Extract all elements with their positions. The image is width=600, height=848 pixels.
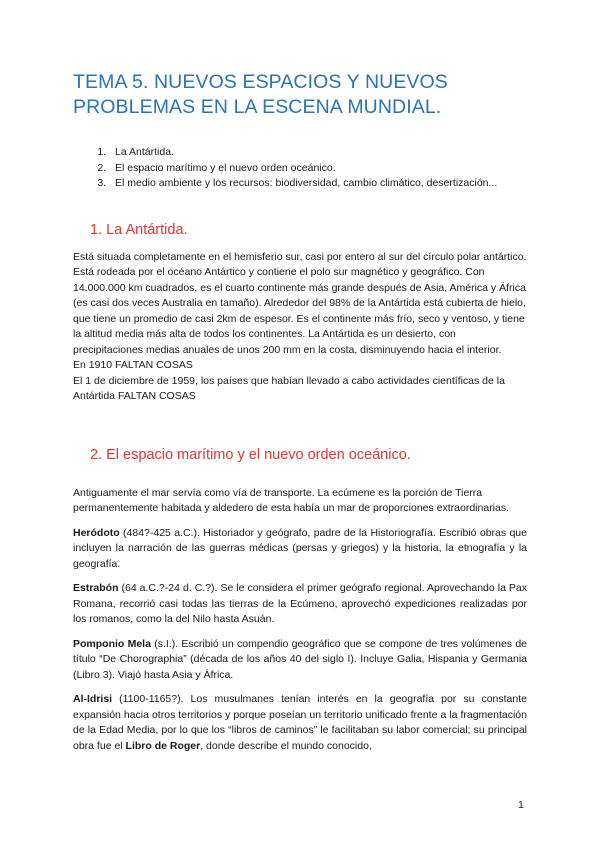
page-title: TEMA 5. NUEVOS ESPACIOS Y NUEVOS PROBLEMAS EN LA ESCENA MUNDIAL. — [73, 71, 448, 118]
table-of-contents — [73, 145, 527, 192]
section-2-heading: 2. El espacio marítimo y el nuevo orden oceánico. — [90, 446, 411, 463]
entry-text-end: , donde describe el mundo conocido, — [200, 739, 372, 752]
entry-pomponio-mela — [73, 637, 527, 684]
page-number: 1 — [518, 799, 524, 811]
section-1-paragraph: Está situada completamente en el hemisferio sur, casi por entero al sur del círculo polar antártico. Está rodeada por el océano Antártico y contiene el polo sur magnético y geográfico. Con 14.000.000 km cuadrados, es el cuarto continente más grande después de Asia, América y África (es casi dos veces Australia en tamaño). Alrededor del 98% de la Antártida está cubierta de hielo, que tiene un promedio de casi 2km de espesor. Es el continente más frío, seco y ventoso, y tiene la altitud media más alta de todos los continentes. La Antártida es un desierto, con precipitaciones medias anuales de unos 200 mm en la costa, disminuyendo hacia el interior. — [73, 250, 527, 356]
entry-text: (s.I.). Escribió un compendio geográfico que se compone de tres volúmenes de título “De Chorographia” (década de los años 40 del siglo I). Incluye Galia, Hispania y Germania (Libro 3). Viajó hasta Asia y África. — [73, 637, 527, 681]
section-1-note-2: El 1 de diciembre de 1959, los países que habían llevado a cabo actividades científicas de la Antártida FALTAN COSAS — [73, 374, 505, 402]
entry-name: Heródoto — [73, 526, 120, 539]
toc-item: 3. El medio ambiente y los recursos: biodiversidad, cambio climático, desertización... — [109, 176, 527, 192]
entry-al-idrisi — [73, 692, 527, 754]
entry-text: (64 a.C.?-24 d. C.?). Se le considera el primer geógrafo regional. Aprovechando la Pax Romana, recorrió casi todas las tierras de la Ecúmeno, aprovechó expediciones realizadas por los romanos, como la del Nilo hasta Asuán. — [73, 582, 527, 625]
section-1-heading: 1. La Antártida. — [90, 221, 188, 238]
toc-item: 1. La Antártida. — [109, 145, 527, 161]
entry-name: Pomponio Mela — [73, 637, 151, 650]
entry-text: (484?-425 a.C.). Historiador y geógrafo, padre de la Historiografía. Escribió obras que incluyen la narración de las guerras médicas (persas y griegos) y la historia, la etnografía y la geografía. — [73, 526, 527, 570]
entry-name: Estrabón — [73, 582, 119, 594]
section-1-note-1: En 1910 FALTAN COSAS — [73, 359, 193, 371]
entry-estrabon — [73, 581, 527, 628]
section-2-intro: Antiguamente el mar servía como vía de transporte. La ecúmene es la porción de Tierra permanentemente habitada y aldedero de esta había un mar de proporciones extraordinarias. — [73, 486, 510, 514]
entry-herodoto — [73, 526, 527, 573]
document-page — [73, 70, 527, 754]
toc-item: 2. El espacio marítimo y el nuevo orden oceánico. — [109, 161, 527, 177]
entry-name: Al-Idrisi — [73, 693, 113, 705]
book-title: Libro de Roger — [125, 739, 201, 752]
entry-text: (1100-1165?). Los musulmanes tenían interés en la geografía por su constante expansión hacia otros territorios y porque poseían un territorio unificado frente a la fragmentación de la Edad Media, por lo que los “libros de caminos” le facilitaban su labor comercial; su principal obra fue el — [73, 693, 527, 752]
